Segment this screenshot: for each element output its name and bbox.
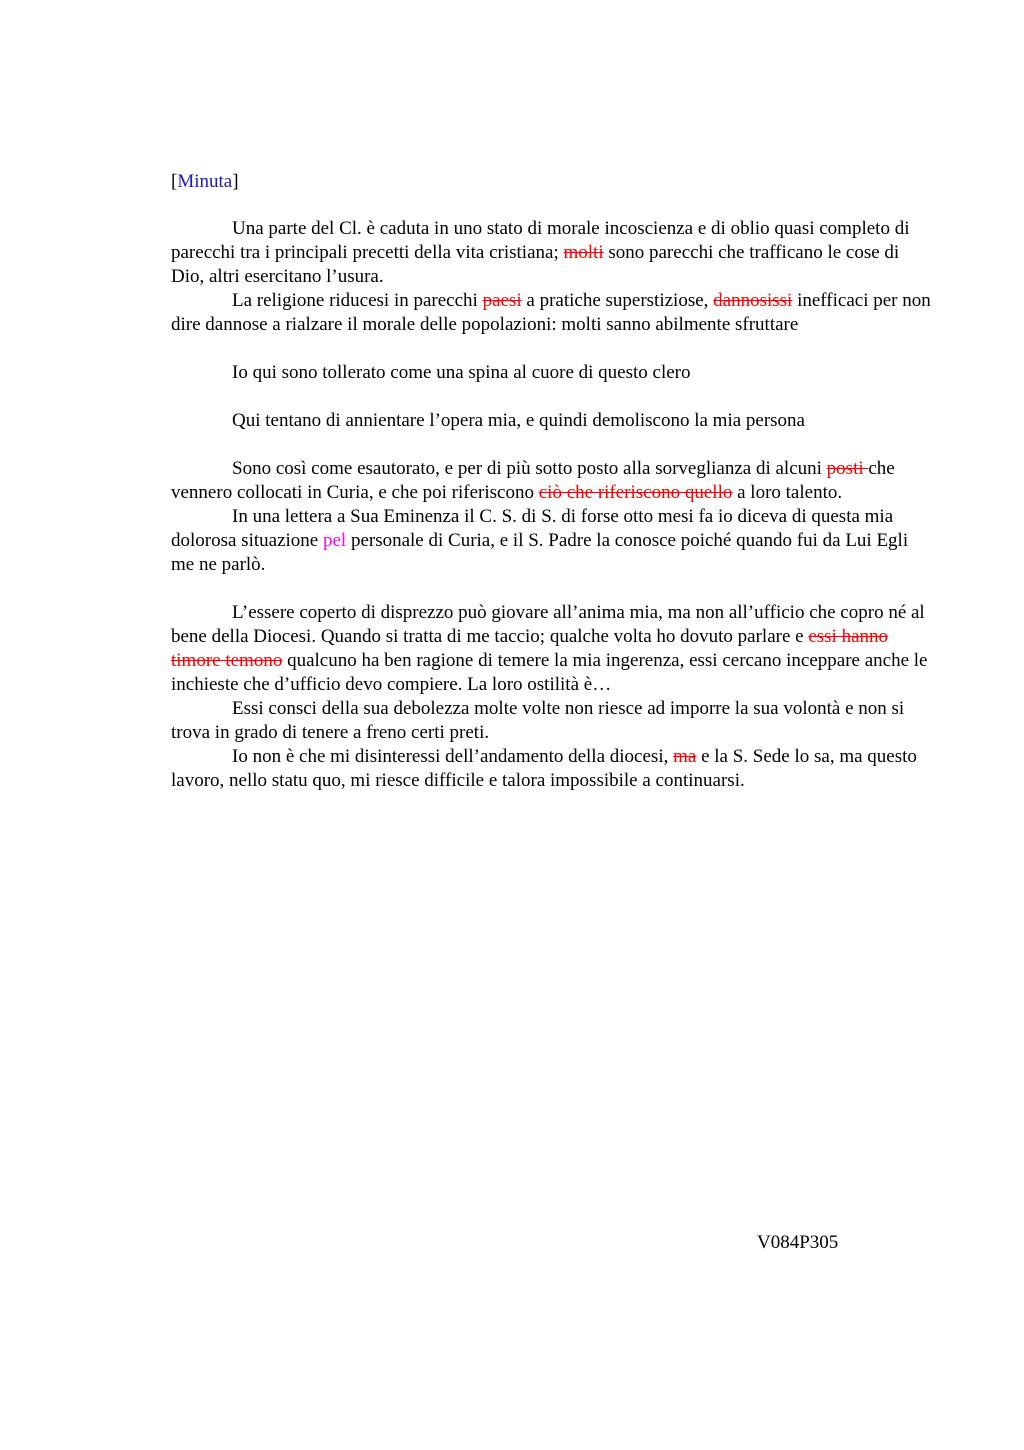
paragraph-text: Qui tentano di annientare l’opera mia, e quindi demoliscono la mia persona [232,410,805,431]
paragraph-text: e la S. Sede lo sa, ma questo lavoro, nello statu quo, mi riesce difficile e talora impossibile a continuarsi. [171,746,917,791]
paragraph-text: La religione riducesi in parecchi [232,290,483,311]
deleted-text: essi hanno timore temono [171,626,889,671]
heading-close-bracket: ] [232,171,239,192]
paragraph [171,745,931,793]
deleted-text: dannosissi [713,290,793,311]
paragraph-text: Io qui sono tollerato come una spina al cuore di questo clero [232,362,691,383]
paragraph-text: che vennero collocati in Curia, e che poi riferiscono [171,458,895,503]
deleted-text: ma [673,746,697,767]
deleted-text: ciò che riferiscono quello [538,482,733,503]
heading-label: Minuta [177,171,233,192]
paragraph [171,361,931,385]
paragraph [171,217,931,289]
paragraph-text: qualcuno ha ben ragione di temere la mia ingerenza, essi cercano inceppare anche le inchieste che d’ufficio devo compiere. La loro ostilità è… [171,650,928,695]
deleted-text: paesi [482,290,522,311]
paragraph-text: inefficaci per non dire dannose a rialzare il morale delle popolazioni: molti sanno abilmente sfruttare [171,290,931,335]
paragraph-text: sono parecchi che trafficano le cose di Dio, altri esercitano l’usura. [171,242,900,287]
paragraph-text: Sono così come esautorato, e per di più sotto posto alla sorveglianza di alcuni [232,458,827,479]
paragraph-text: Essi consci della sua debolezza molte volte non riesce ad imporre la sua volontà e non si trova in grado di tenere a freno certi preti. [171,698,905,743]
paragraph-text: Io non è che mi disinteressi dell’andamento della diocesi, [232,746,674,767]
deleted-text: molti [563,242,604,263]
page-identifier: V084P305 [757,1232,839,1253]
paragraph [171,601,931,697]
paragraph-text: a loro talento. [732,482,843,503]
inserted-text: pel [322,530,347,551]
paragraph-text: L’essere coperto di disprezzo può giovare all’anima mia, ma non all’ufficio che copro né al bene della Diocesi. Quando si tratta di me taccio; qualche volta ho dovuto parlare e [171,602,925,647]
document-body [171,170,931,793]
paragraph-text: personale di Curia, e il S. Padre la conosce poiché quando fui da Lui Egli me ne parlò. [171,530,909,575]
document-heading [171,170,931,194]
paragraph [171,289,931,337]
paragraph [171,409,931,433]
paragraph [171,457,931,505]
paragraph [171,505,931,577]
deleted-text: posti [826,458,869,479]
paragraph-text: Una parte del Cl. è caduta in uno stato di morale incoscienza e di oblio quasi completo di parecchi tra i principali precetti della vita cristiana; [171,218,910,263]
paragraph-text: In una lettera a Sua Eminenza il C. S. di S. di forse otto mesi fa io diceva di questa mia dolorosa situazione [171,506,894,551]
paragraph-text: a pratiche superstiziose, [521,290,714,311]
paragraph-list [171,217,931,793]
heading-open-bracket: [ [171,171,178,192]
paragraph [171,697,931,745]
